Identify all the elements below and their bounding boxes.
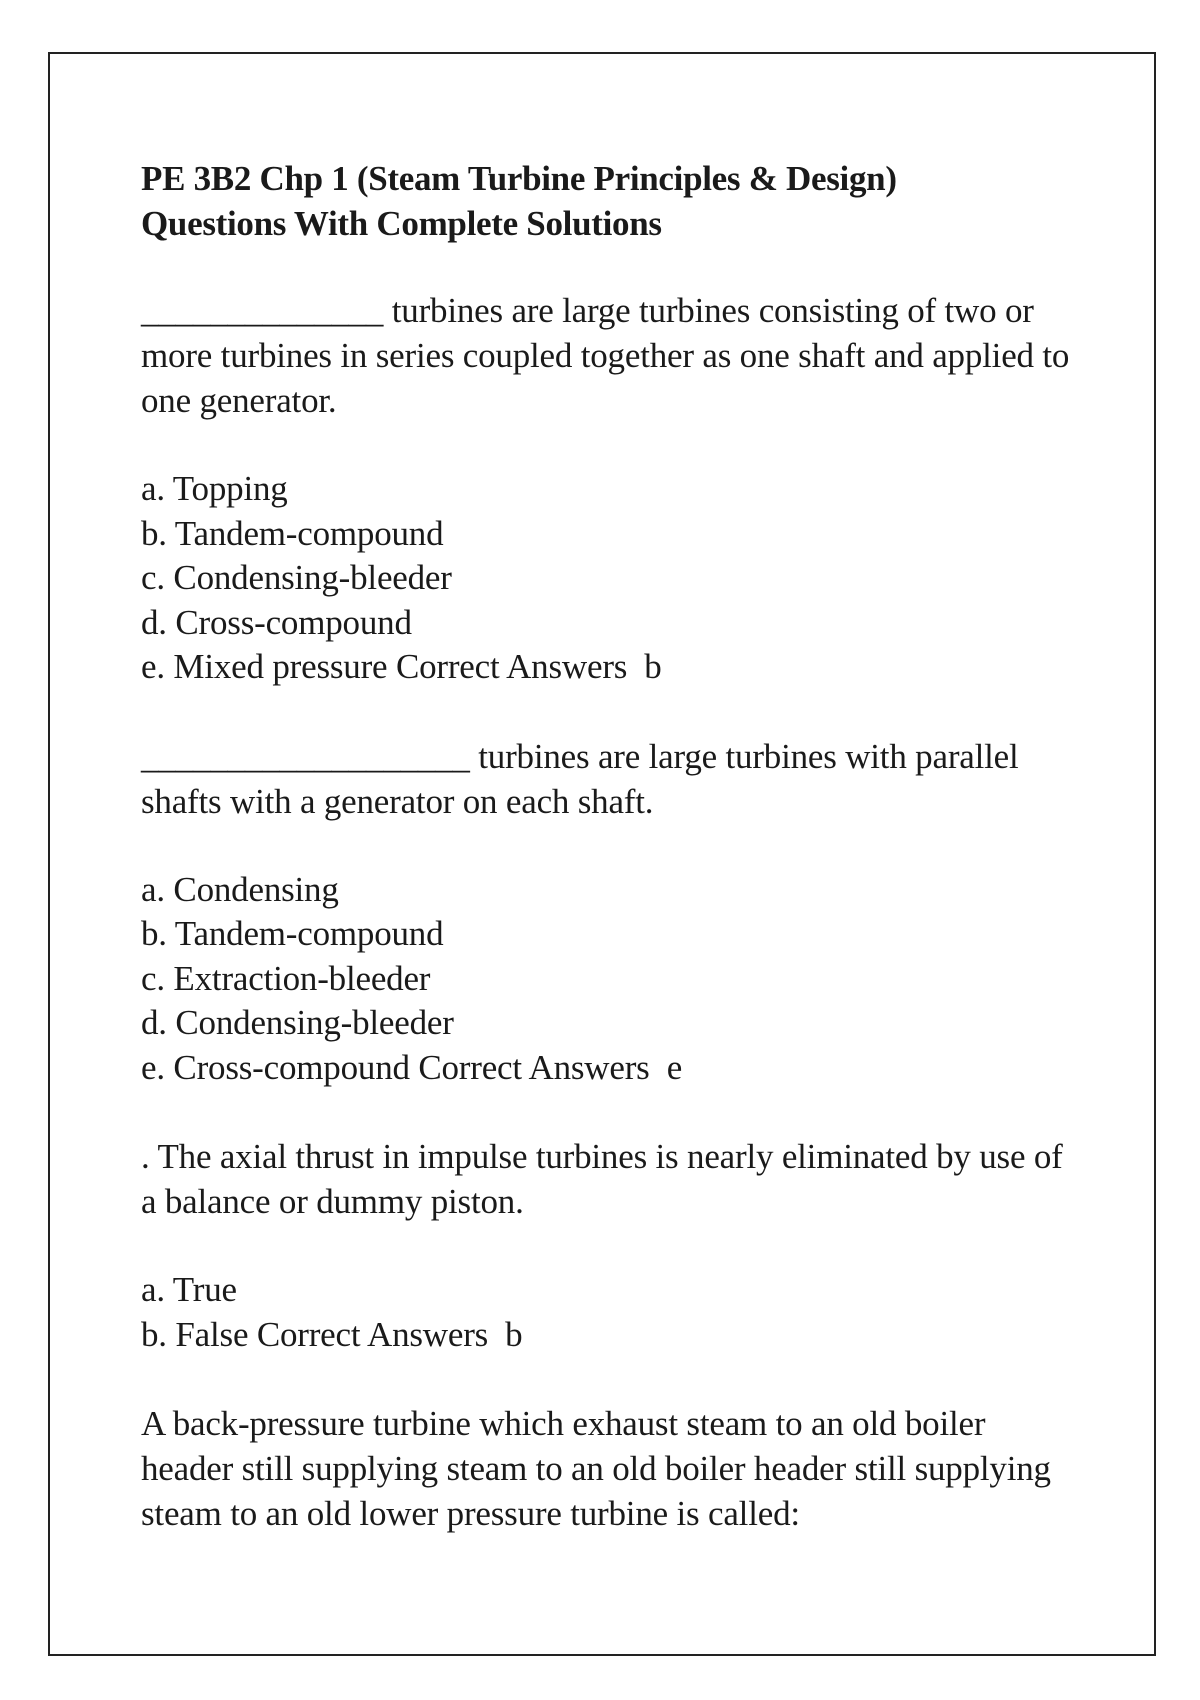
question-1-options (141, 467, 1081, 690)
question-3-answer: Correct Answers b (248, 1314, 523, 1354)
question-1-prompt: ______________ turbines are large turbines consisting of two or more turbines in series coupled together as one shaft and applied to one generator. (141, 291, 1070, 420)
question-2-option-d: d. Condensing-bleeder (141, 1003, 454, 1042)
document-title (141, 156, 1081, 246)
question-2-option-a: a. Condensing (141, 869, 339, 909)
title-line-2: Questions With Complete Solutions (141, 204, 662, 243)
question-3-options (141, 1268, 1081, 1357)
question-2-option-c: c. Extraction-bleeder (141, 958, 431, 998)
question-3-option-b: b. False Correct Answers b (141, 1314, 523, 1354)
question-1-option-d: d. Cross-compound (141, 602, 412, 642)
question-3-option-a: a. True (141, 1270, 237, 1309)
question-2-option-b: b. Tandem-compound (141, 914, 444, 953)
question-2-answer: Correct Answers e (409, 1047, 683, 1087)
question-1-option-a: a. Topping (141, 469, 288, 508)
title-line-1: PE 3B2 Chp 1 (Steam Turbine Principles & Design) (141, 159, 897, 198)
question-2-options (141, 868, 1081, 1091)
question-4-prompt: A back-pressure turbine which exhaust steam to an old boiler header still supplying steam to an old boiler header still supplying steam to an old lower pressure turbine is called: (141, 1404, 1051, 1533)
question-2-prompt: ___________________ turbines are large turbines with parallel shafts with a generator on each shaft. (141, 736, 1019, 821)
question-1-option-e: e. Mixed pressure Correct Answers b (141, 647, 662, 686)
question-1-answer: Correct Answers b (387, 647, 662, 686)
question-1-option-b: b. Tandem-compound (141, 513, 444, 553)
question-1-option-c: c. Condensing-bleeder (141, 558, 452, 597)
document-body (141, 156, 1081, 1580)
question-3-prompt: . The axial thrust in impulse turbines is nearly eliminated by use of a balance or dummy piston. (141, 1137, 1063, 1221)
question-2-option-e: e. Cross-compound Correct Answers e (141, 1047, 683, 1087)
